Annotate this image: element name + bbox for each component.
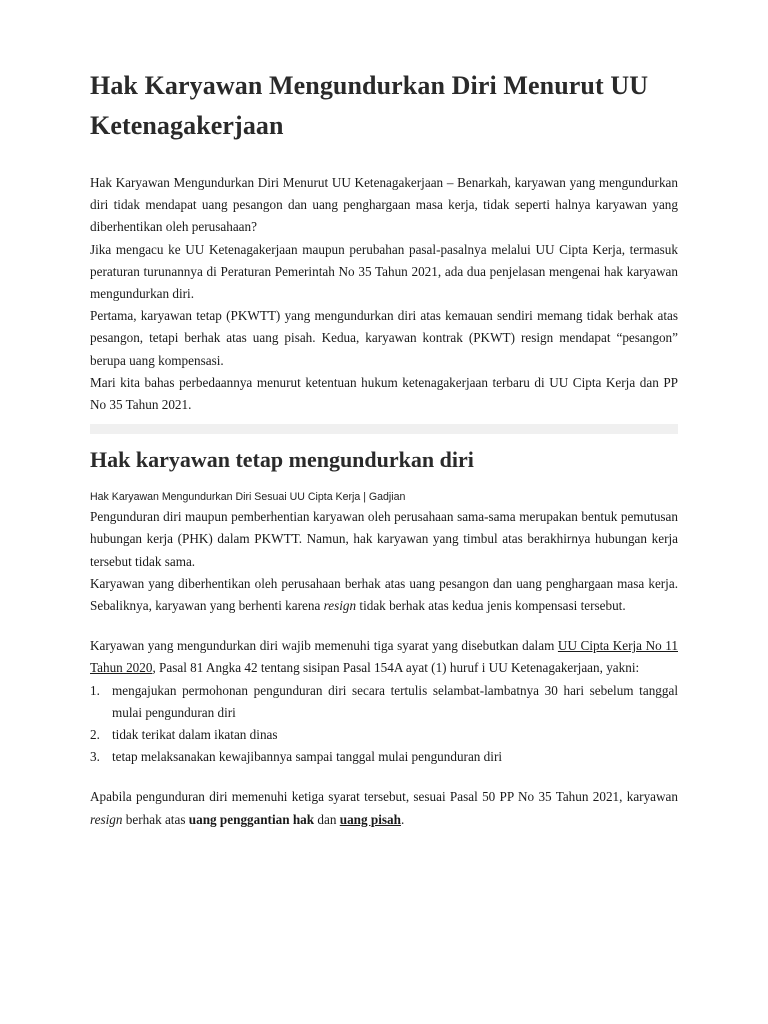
list-item: [90, 680, 678, 724]
body-section: [90, 506, 678, 831]
intro-paragraph-1: Hak Karyawan Mengundurkan Diri Menurut UU Ketenagakerjaan – Benarkah, karyawan yang mengundurkan diri tidak mendapat uang pesangon dan uang penghargaan masa kerja, tidak seperti halnya karyawan yang diberhentikan oleh perusahaan?: [90, 175, 678, 235]
body-paragraph-4-text-a: Apabila pengunduran diri memenuhi ketiga syarat tersebut, sesuai Pasal 50 PP No 35 Tahun 2021, karyawan: [90, 789, 678, 805]
list-item-number: 3.: [90, 749, 100, 765]
list-item-number: 2.: [90, 727, 100, 743]
resign-term: resign: [90, 811, 123, 827]
uang-pisah-link[interactable]: uang pisah: [339, 811, 401, 827]
intro-paragraph-3: Pertama, karyawan tetap (PKWTT) yang mengundurkan diri atas kemauan sendiri memang tidak berhak atas pesangon, tetapi berhak atas uang pisah. Kedua, karyawan kontrak (PKWT) resign mendapat “pesangon” berupa uang kompensasi.: [90, 308, 678, 368]
page-title: Hak Karyawan Mengundurkan Diri Menurut UU Ketenagakerjaan: [90, 71, 649, 140]
body-paragraph-4: [90, 786, 678, 830]
list-item-text: mengajukan permohonan pengunduran diri secara tertulis selambat-lambatnya 30 hari sebelum tanggal mulai pengunduran diri: [112, 682, 678, 720]
body-paragraph-4-text-d: .: [400, 811, 405, 827]
image-caption: Hak Karyawan Mengundurkan Diri Sesuai UU Cipta Kerja | Gadjian: [90, 491, 406, 504]
paragraph-gap: [90, 768, 678, 786]
resign-term: resign: [323, 598, 357, 614]
body-paragraph-2-text-b: tidak berhak atas kedua jenis kompensasi tersebut.: [356, 598, 626, 614]
section-divider: [90, 424, 678, 434]
body-paragraph-3-text-a: Karyawan yang mengundurkan diri wajib memenuhi tiga syarat yang disebutkan dalam: [90, 638, 558, 654]
uu-cipta-kerja-link[interactable]: UU Cipta Kerja No 11 Tahun 2020: [90, 638, 678, 676]
intro-paragraph-4: Mari kita bahas perbedaannya menurut ketentuan hukum ketenagakerjaan terbaru di UU Cipta Kerja dan PP No 35 Tahun 2021.: [90, 374, 678, 413]
body-paragraph-4-text-b: berhak atas: [122, 811, 189, 827]
body-paragraph-3-text-b: , Pasal 81 Angka 42 tentang sisipan Pasal 154A ayat (1) huruf i UU Ketenagakerjaan, yakni:: [152, 660, 640, 676]
body-paragraph-4-text-c: dan: [314, 811, 340, 827]
uang-penggantian-hak-term: uang penggantian hak: [188, 811, 315, 827]
body-paragraph-2-text-a: Karyawan yang diberhentikan oleh perusahaan berhak atas uang pesangon dan uang penghargaan masa kerja. Sebaliknya, karyawan yang berhenti karena: [90, 575, 678, 614]
section-heading: Hak karyawan tetap mengundurkan diri: [90, 447, 474, 473]
intro-paragraph-2: Jika mengacu ke UU Ketenagakerjaan maupun perubahan pasal-pasalnya melalui UU Cipta Kerja, termasuk peraturan turunannya di Peraturan Pemerintah No 35 Tahun 2021, ada dua penjelasan mengenai hak karyawan mengundurkan diri.: [90, 241, 678, 302]
body-paragraph-3: [90, 635, 678, 679]
body-paragraph-1: Pengunduran diri maupun pemberhentian karyawan oleh perusahaan sama-sama merupakan bentuk pemutusan hubungan kerja (PHK) dalam PKWTT. Namun, hak karyawan yang timbul atas berakhirnya hubungan kerja tersebut tidak sama.: [90, 509, 678, 569]
document-page: [90, 0, 678, 831]
list-item: [90, 746, 678, 768]
list-item-text: tidak terikat dalam ikatan dinas: [112, 727, 278, 743]
paragraph-gap: [90, 617, 678, 635]
intro-section: [90, 172, 678, 416]
body-paragraph-2: [90, 573, 678, 617]
list-item: [90, 724, 678, 746]
list-item-number: 1.: [90, 682, 100, 698]
requirements-list: [90, 680, 678, 769]
list-item-text: tetap melaksanakan kewajibannya sampai tanggal mulai pengunduran diri: [112, 749, 502, 765]
